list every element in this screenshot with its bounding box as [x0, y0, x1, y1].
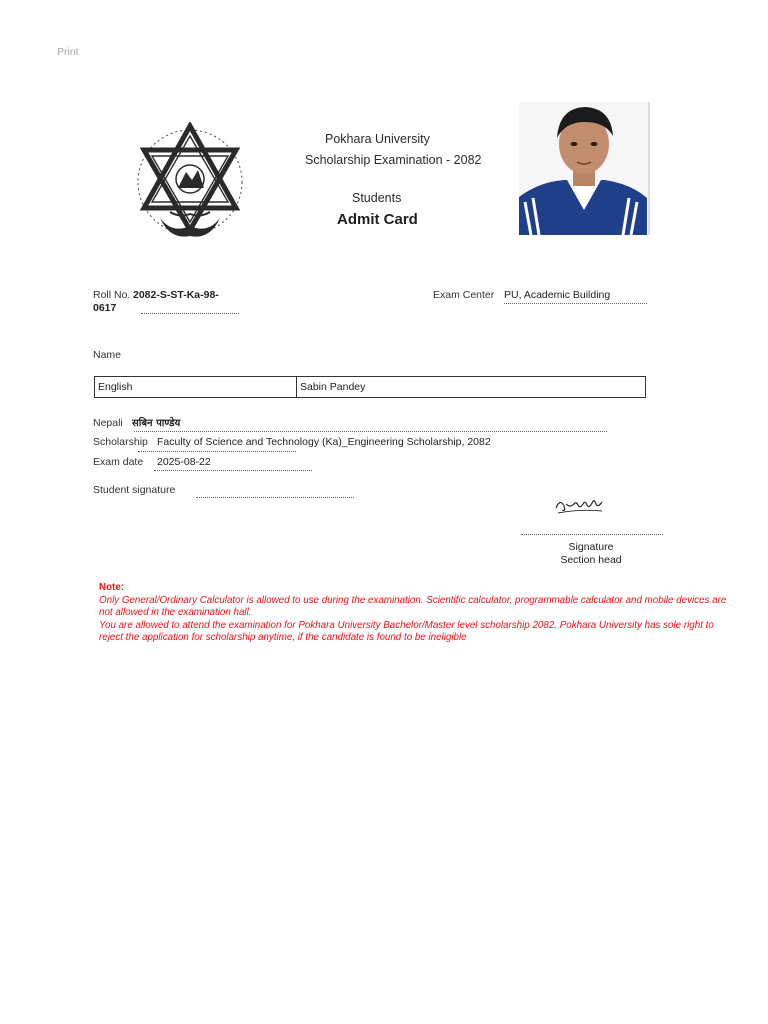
nepali-name-value: सबिन पाण्डेय	[132, 418, 181, 429]
section-head-signature-line	[521, 528, 663, 535]
english-name-value: Sabin Pandey	[300, 381, 366, 393]
english-name-label: English	[95, 377, 297, 397]
student-signature-line	[196, 491, 354, 498]
university-logo	[132, 122, 248, 246]
exam-center-underline	[504, 297, 647, 304]
exam-center-label: Exam Center	[433, 289, 495, 301]
nepali-name-label: Nepali	[93, 417, 123, 429]
note-eligibility-rule: You are allowed to attend the examination for Pokhara University Bachelor/Master level scholarship 2082. Pokhara University has sole right to reject the application for scholarship anytime, if the candidate is found to be ineligible	[99, 619, 714, 643]
page-title: Admit Card	[337, 211, 418, 228]
scholarship-value: Faculty of Science and Technology (Ka)_Engineering Scholarship, 2082	[157, 436, 491, 448]
roll-number-label: Roll No.	[93, 289, 131, 301]
exam-date-underline	[154, 464, 312, 471]
section-head-title: Section head	[560, 554, 622, 566]
note-block	[99, 582, 739, 645]
name-table	[94, 376, 646, 398]
roll-number-value-continued: 0617	[93, 302, 117, 314]
note-title: Note:	[99, 582, 125, 593]
exam-name: Scholarship Examination - 2082	[305, 153, 482, 167]
roll-number-value: 2082-S-ST-Ka-98-	[133, 289, 219, 301]
university-name: Pokhara University	[325, 132, 430, 146]
scholarship-label: Scholarship	[93, 436, 148, 448]
nepali-name-underline	[134, 424, 607, 432]
student-signature-label: Student signature	[93, 484, 176, 496]
print-link[interactable]: Print	[57, 46, 79, 58]
roll-number-underline	[141, 306, 239, 314]
exam-date-label: Exam date	[93, 456, 144, 468]
section-head-signature-label: Signature	[568, 541, 614, 553]
category-label: Students	[352, 191, 402, 205]
note-calculator-rule: Only General/Ordinary Calculator is allowed to use during the examination. Scientific calculator, programmable calculator and mobile devices are not allowed in the examination hall.	[99, 594, 727, 618]
exam-center-value: PU, Academic Building	[504, 289, 611, 301]
name-label: Name	[93, 349, 122, 361]
exam-date-value: 2025-08-22	[157, 456, 211, 468]
student-photo	[519, 102, 650, 235]
scholarship-underline	[138, 445, 296, 452]
section-head-signature-image	[552, 492, 608, 518]
